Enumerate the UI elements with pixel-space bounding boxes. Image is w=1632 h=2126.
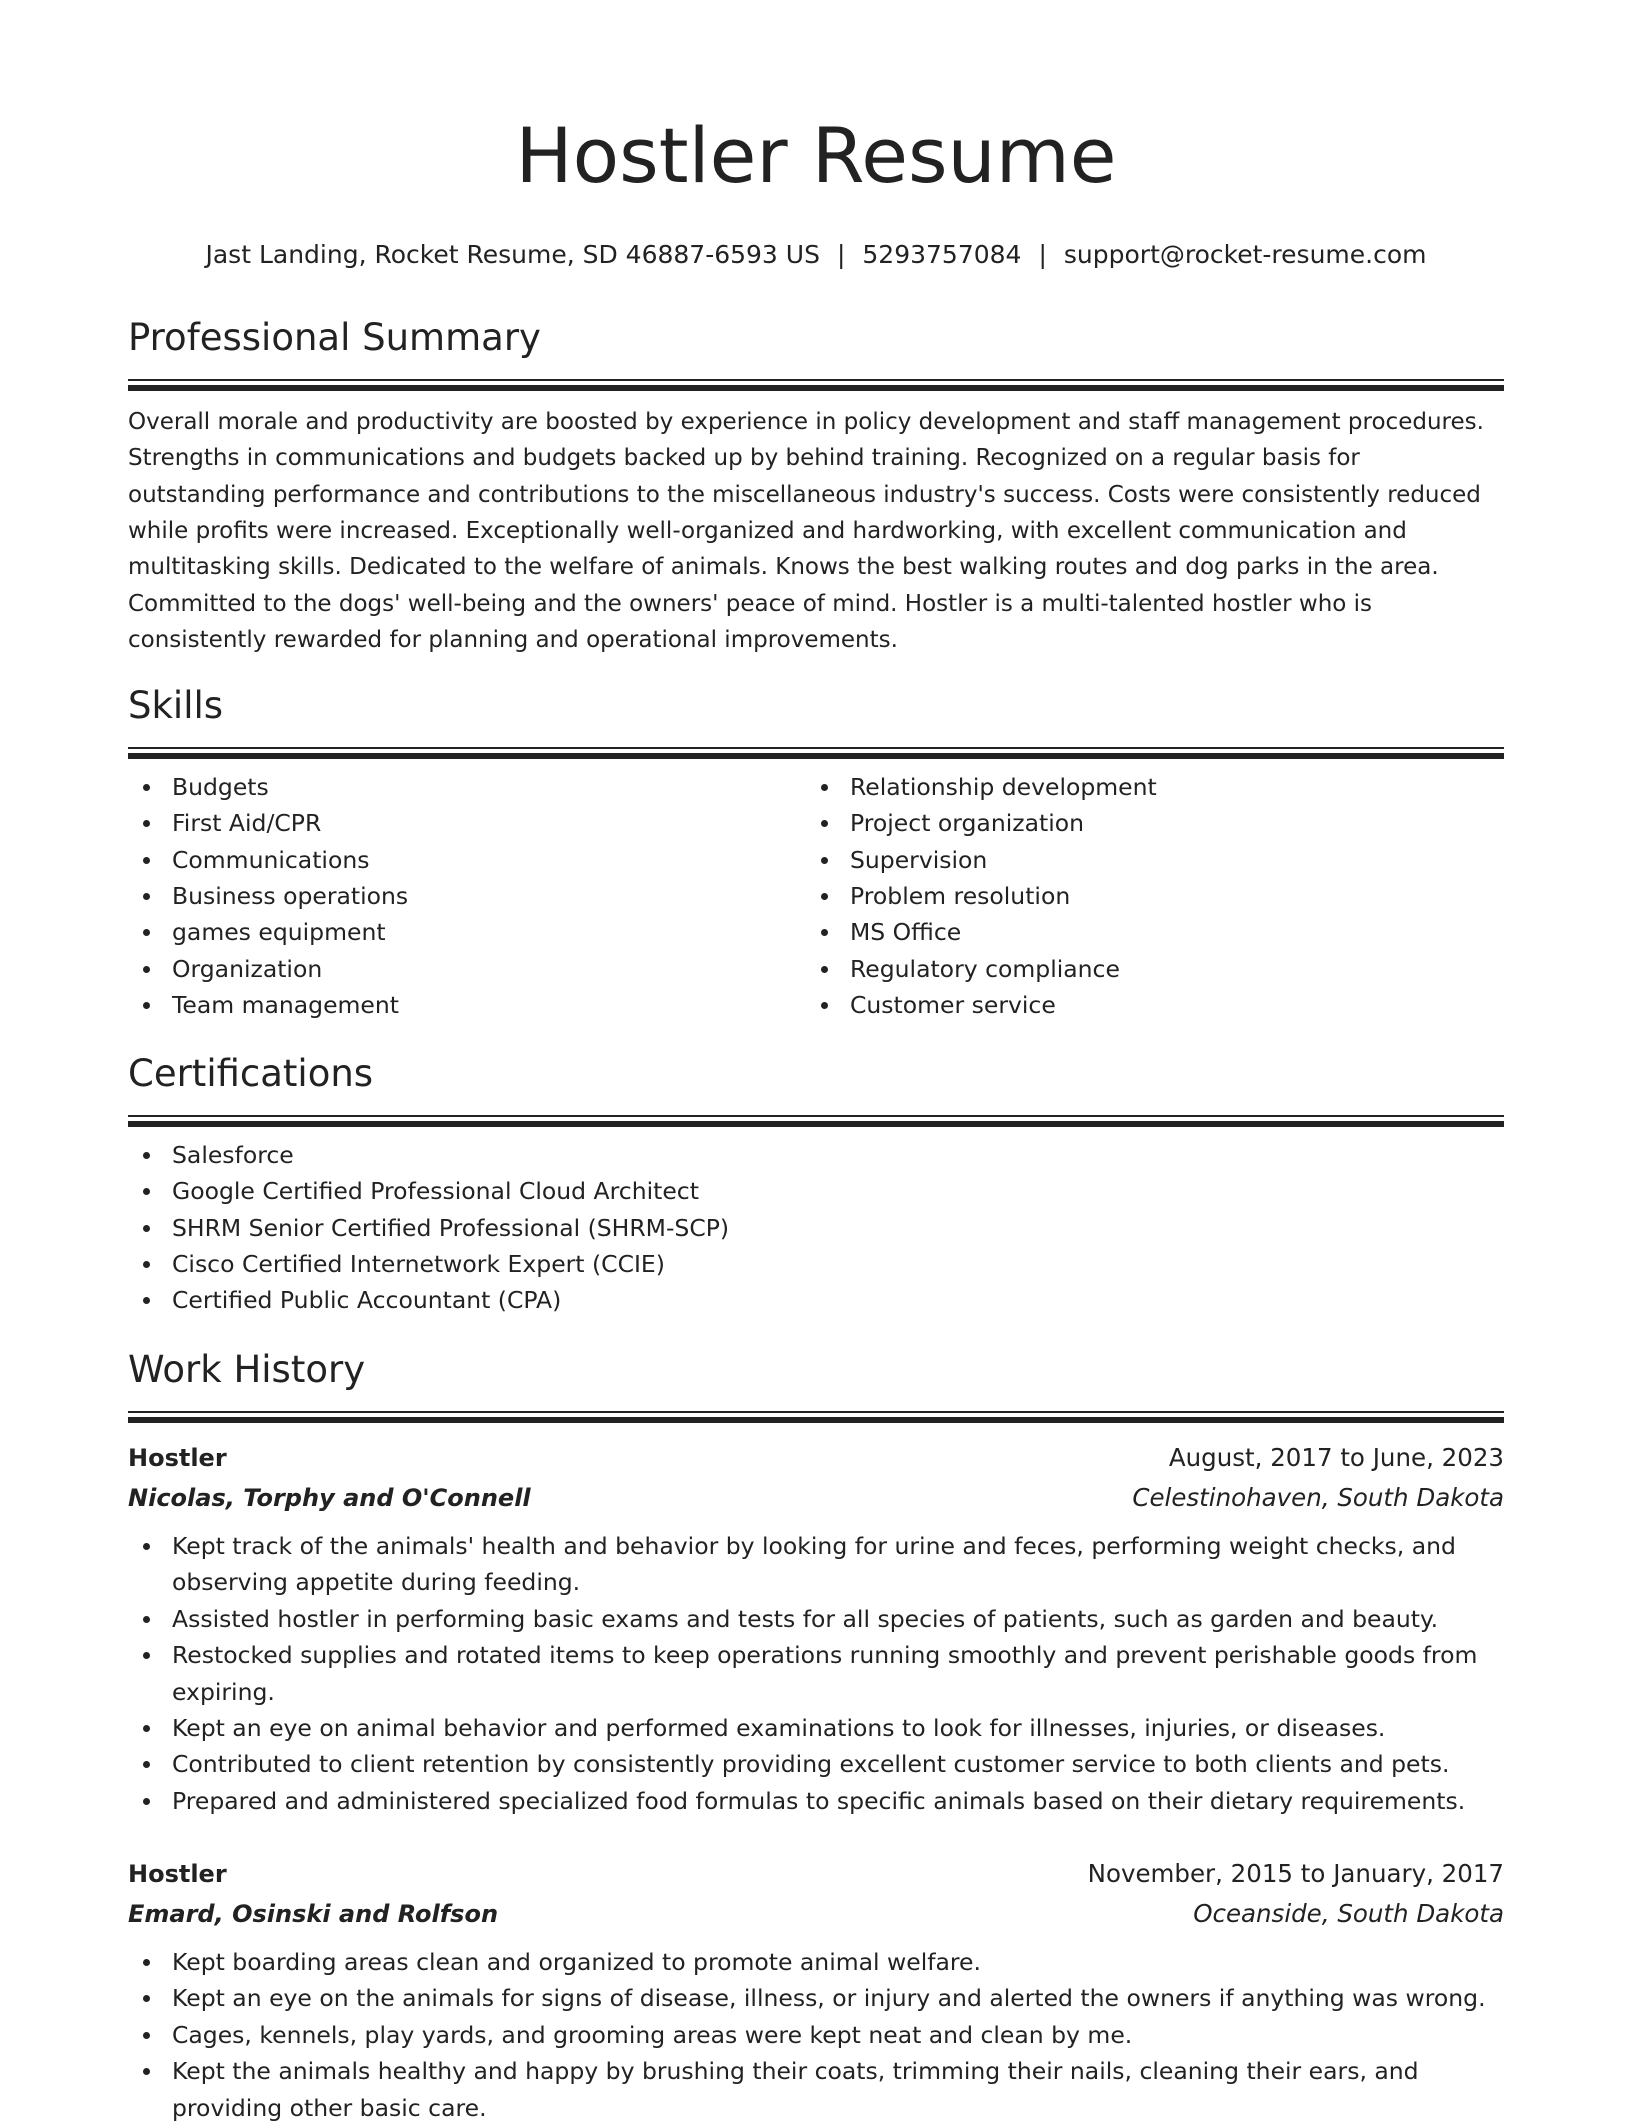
section-divider [128, 1121, 1504, 1127]
contact-separator: | [836, 240, 846, 269]
section-divider [128, 1115, 1504, 1117]
job-duty: Prepared and administered specialized food formulas to specific animals based on their dietary requirements. [128, 1783, 1504, 1819]
skill-item: Organization [128, 951, 806, 987]
section-heading-summary: Professional Summary [128, 316, 541, 359]
contact-email[interactable]: support@rocket-resume.com [1063, 240, 1427, 269]
job-location: Celestinohaven, South Dakota [1132, 1483, 1504, 1512]
summary-section [128, 318, 1504, 682]
certification-item: Google Certified Professional Cloud Architect [128, 1173, 1504, 1209]
section-divider [128, 1411, 1504, 1413]
skills-columns [128, 769, 1504, 1024]
section-divider [128, 747, 1504, 749]
skill-item: Supervision [806, 842, 1484, 878]
certification-item: Cisco Certified Internetwork Expert (CCIE) [128, 1246, 1504, 1282]
job-duty: Restocked supplies and rotated items to keep operations running smoothly and prevent perishable goods from expiring. [128, 1637, 1504, 1710]
skill-item: Customer service [806, 987, 1484, 1023]
skill-item: games equipment [128, 914, 806, 950]
section-heading-skills: Skills [128, 684, 224, 727]
job-title: Hostler [128, 1444, 227, 1472]
skills-list-right [806, 769, 1484, 1024]
resume-title: Hostler Resume [515, 111, 1117, 200]
job-title: Hostler [128, 1860, 227, 1888]
job-duty: Kept boarding areas clean and organized to promote animal welfare. [128, 1944, 1504, 1980]
job-header [128, 1438, 1504, 1478]
job-dates: August, 2017 to June, 2023 [1168, 1443, 1504, 1472]
skill-item: Budgets [128, 769, 806, 805]
certification-item: Certified Public Accountant (CPA) [128, 1282, 1504, 1318]
job-location: Oceanside, South Dakota [1193, 1899, 1504, 1928]
section-heading-certifications: Certifications [128, 1052, 374, 1095]
section-divider [128, 385, 1504, 391]
job-duty: Kept track of the animals' health and behavior by looking for urine and feces, performing weight checks, and observing appetite during feeding. [128, 1528, 1504, 1601]
skill-item: Project organization [806, 805, 1484, 841]
contact-address: Jast Landing, Rocket Resume, SD 46887-6593 US [205, 240, 820, 269]
certification-item: SHRM Senior Certified Professional (SHRM-SCP) [128, 1210, 1504, 1246]
certifications-list [128, 1137, 1504, 1319]
contact-separator: | [1038, 240, 1047, 269]
job-duties-list [128, 1944, 1504, 2126]
job-duty: Assisted hostler in performing basic exams and tests for all species of patients, such as garden and beauty. [128, 1601, 1504, 1637]
skill-item: Problem resolution [806, 878, 1484, 914]
job-duty: Kept an eye on the animals for signs of disease, illness, or injury and alerted the owners if anything was wrong. [128, 1980, 1504, 2016]
job-duty: Kept the animals healthy and happy by brushing their coats, trimming their nails, cleaning their ears, and providing other basic care. [128, 2053, 1504, 2126]
skill-item: Communications [128, 842, 806, 878]
job-duty: Cages, kennels, play yards, and grooming areas were kept neat and clean by me. [128, 2017, 1504, 2053]
job-entry [128, 1438, 1504, 1819]
section-divider [128, 1417, 1504, 1423]
skill-item: MS Office [806, 914, 1484, 950]
job-company: Emard, Osinski and Rolfson [128, 1900, 499, 1928]
skills-list-left [128, 769, 806, 1024]
job-entry [128, 1854, 1504, 2126]
contact-phone: 5293757084 [862, 240, 1022, 269]
job-subheader [128, 1478, 1504, 1518]
skill-item: Regulatory compliance [806, 951, 1484, 987]
job-header [128, 1854, 1504, 1894]
certifications-section [128, 1054, 1504, 1319]
certification-item: Salesforce [128, 1137, 1504, 1173]
job-duty: Contributed to client retention by consistently providing excellent customer service to both clients and pets. [128, 1746, 1504, 1782]
job-duties-list [128, 1528, 1504, 1819]
skill-item: Business operations [128, 878, 806, 914]
summary-text: Overall morale and productivity are boosted by experience in policy development and staff management procedures. Strengths in communications and budgets backed up by behind training. Recognized on a regular basis for outstanding performance and contributions to the miscellaneous industry's success. Costs were consistently reduced while profits were increased. Exceptionally well-organized and hardworking, with excellent communication and multitasking skills. Dedicated to the welfare of animals. Knows the best walking routes and dog parks in the area. Committed to the dogs' well-being and the owners' peace of mind. Hostler is a multi-talented hostler who is consistently rewarded for planning and operational improvements. [128, 408, 1484, 654]
skill-item: Team management [128, 987, 806, 1023]
skill-item: Relationship development [806, 769, 1484, 805]
contact-line [128, 240, 1504, 270]
skill-item: First Aid/CPR [128, 805, 806, 841]
job-company: Nicolas, Torphy and O'Connell [128, 1484, 531, 1512]
job-dates: November, 2015 to January, 2017 [1087, 1859, 1504, 1888]
job-duty: Kept an eye on animal behavior and performed examinations to look for illnesses, injuries, or diseases. [128, 1710, 1504, 1746]
section-divider [128, 379, 1504, 381]
job-subheader [128, 1894, 1504, 1934]
work-history-section [128, 1350, 1504, 1423]
section-divider [128, 753, 1504, 759]
section-heading-work-history: Work History [128, 1348, 366, 1391]
skills-section [128, 686, 1504, 1024]
